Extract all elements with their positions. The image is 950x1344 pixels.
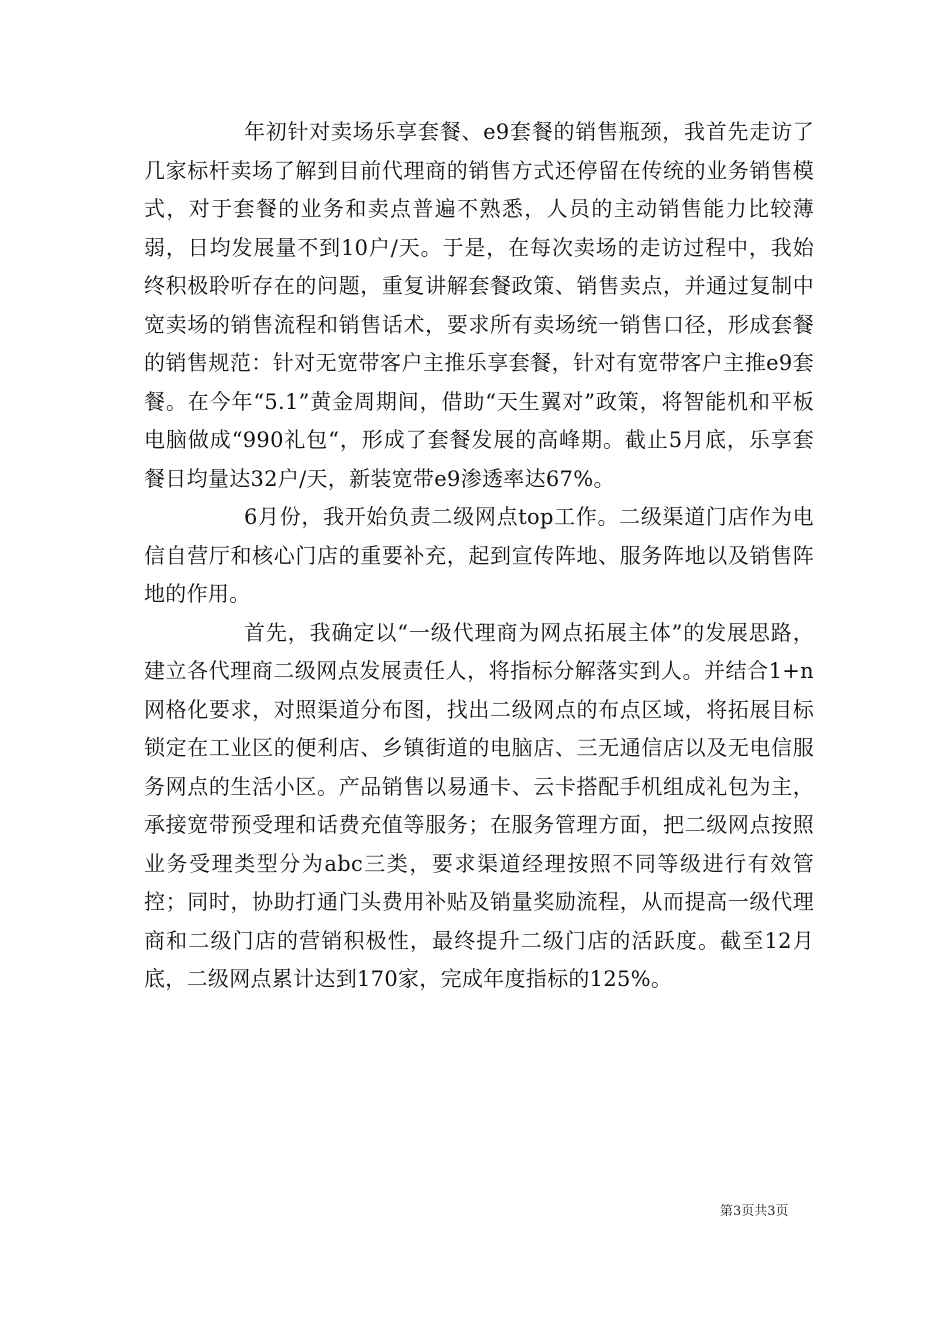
paragraph-package-sales: 年初针对卖场乐享套餐、e9套餐的销售瓶颈，我首先走访了几家标杆卖场了解到目前代理商的销售方式还停留在传统的业务销售模式，对于套餐的业务和卖点普遍不熟悉，人员的主动销售能力比较薄弱，日均发展量不到10户/天。于是，在每次卖场的走访过程中，我始终积极聆听存在的问题，重复讲解套餐政策、销售卖点，并通过复制中宽卖场的销售流程和销售话术，要求所有卖场统一销售口径，形成套餐的销售规范：针对无宽带客户主推乐享套餐，针对有宽带客户主推e9套餐。在今年“5.1”黄金周期间，借助“天生翼对”政策，将智能机和平板电脑做成“990礼包“，形成了套餐发展的高峰期。截止5月底，乐享套餐日均量达32户/天，新装宽带e9渗透率达67%。 xyxy=(144,120,814,491)
document-body xyxy=(144,113,814,999)
page-number-footer: 第3页共3页 xyxy=(720,1204,789,1219)
paragraph-second-tier-expansion: 首先，我确定以“一级代理商为网点拓展主体”的发展思路，建立各代理商二级网点发展责任人，将指标分解落实到人。并结合1+n网格化要求，对照渠道分布图，找出二级网点的布点区域，将拓展目标锁定在工业区的便利店、乡镇街道的电脑店、三无通信店以及无电信服务网点的生活小区。产品销售以易通卡、云卡搭配手机组成礼包为主，承接宽带预受理和话费充值等服务；在服务管理方面，把二级网点按照业务受理类型分为abc三类，要求渠道经理按照不同等级进行有效管控；同时，协助打通门头费用补贴及销量奖励流程，从而提高一级代理商和二级门店的营销积极性，最终提升二级门店的活跃度。截至12月底，二级网点累计达到170家，完成年度指标的125%。 xyxy=(144,620,814,991)
paragraph-second-tier-intro: 6月份，我开始负责二级网点top工作。二级渠道门店作为电信自营厅和核心门店的重要补充，起到宣传阵地、服务阵地以及销售阵地的作用。 xyxy=(144,505,814,606)
